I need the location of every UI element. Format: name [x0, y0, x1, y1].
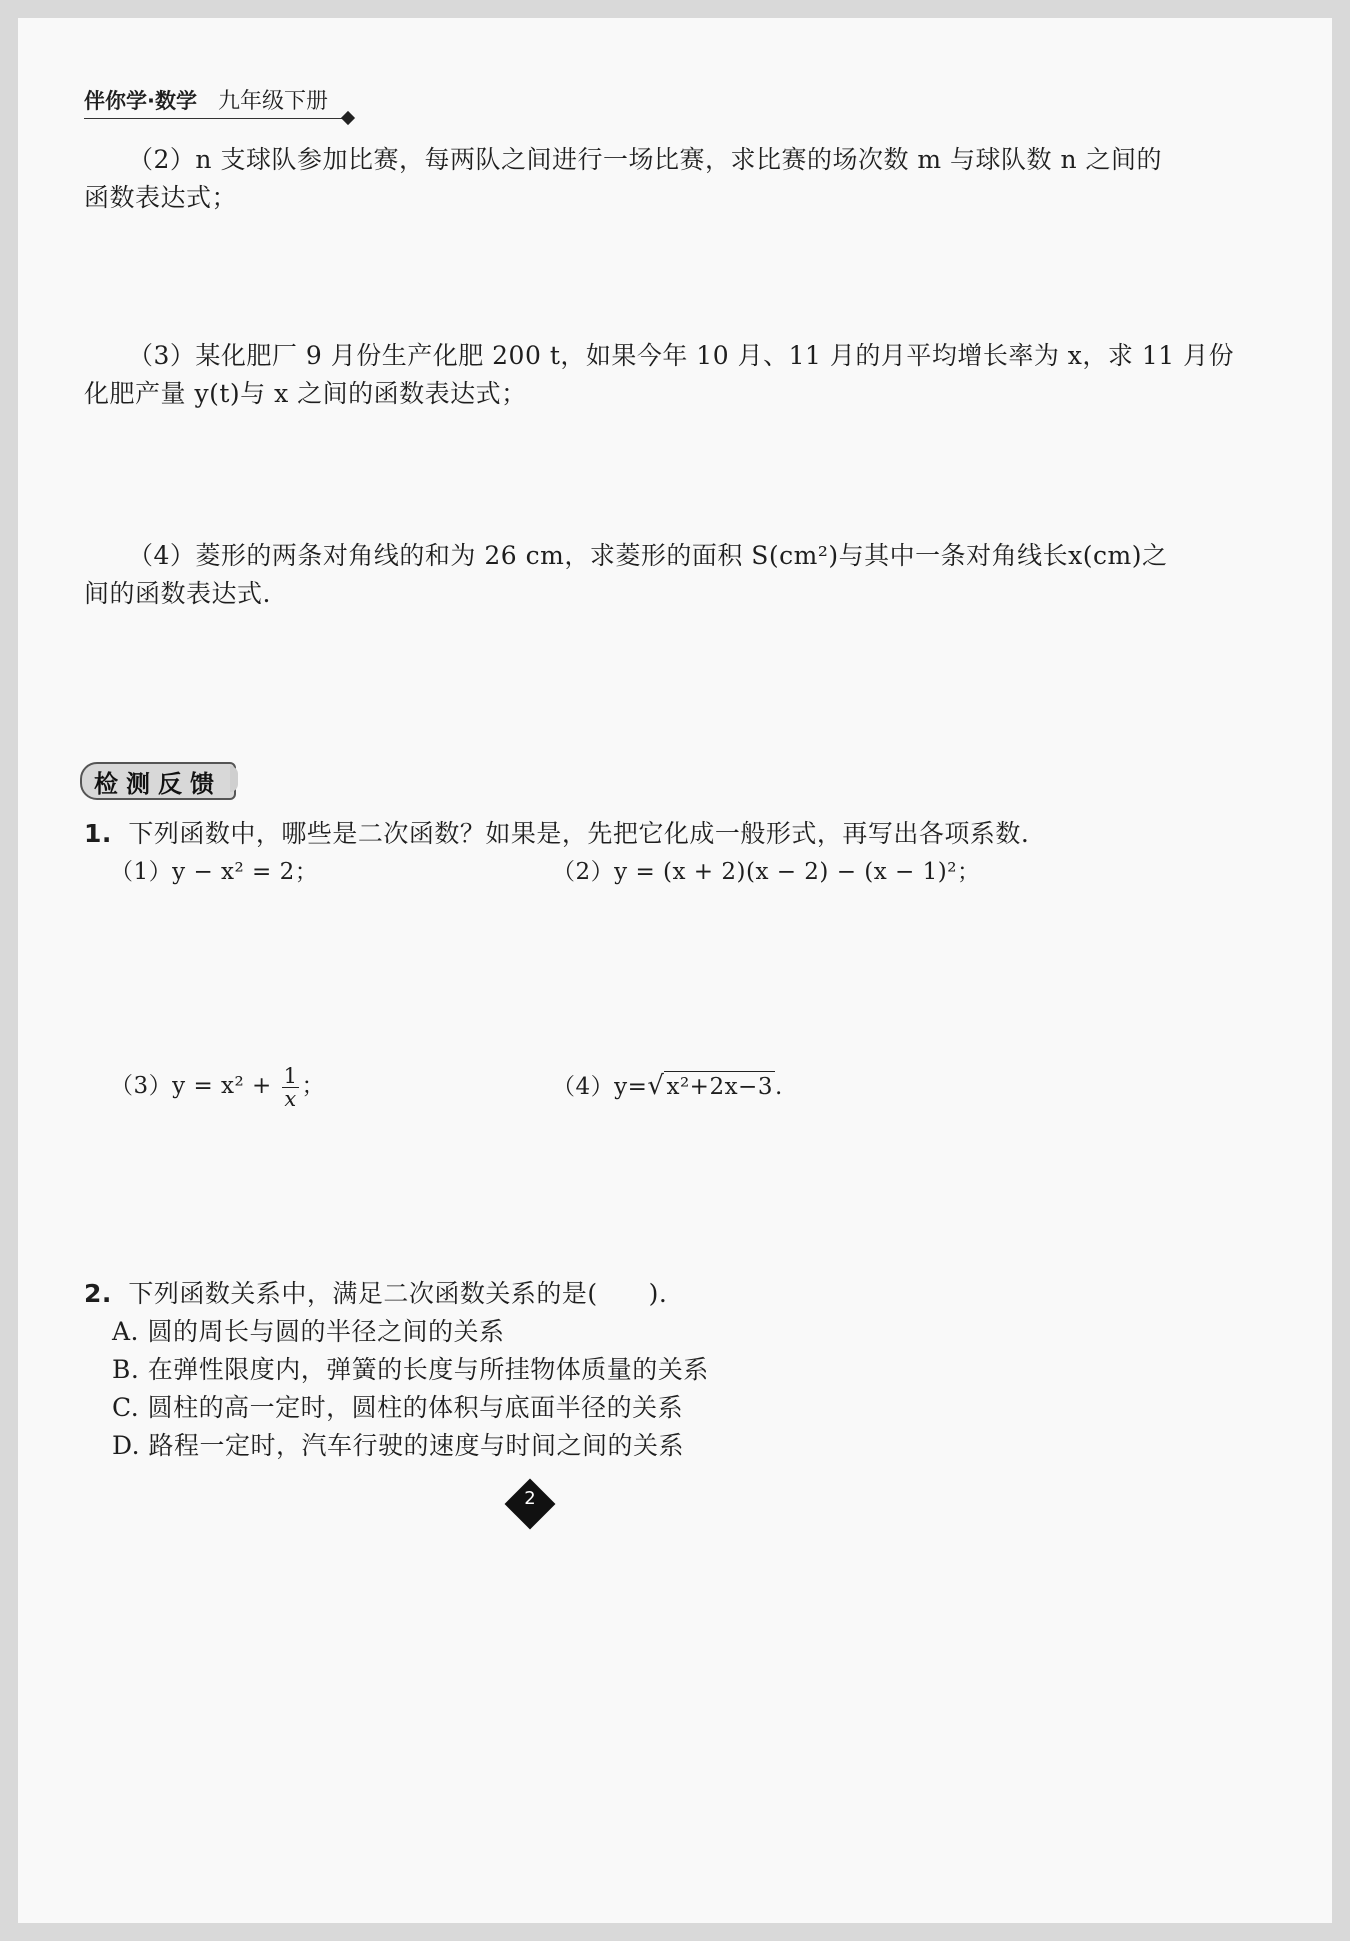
q1-item3 [110, 1058, 325, 1114]
problem-3-line1: （3）某化肥厂 9 月份生产化肥 200 t，如果今年 10 月、11 月的月平均增长率为 x，求 11 月份 [128, 341, 1235, 370]
section-title: 检测反馈 [94, 770, 222, 798]
book-title: 伴你学·数学 [84, 89, 197, 113]
section-pill-tail [230, 766, 238, 792]
problem-4-line1: （4）菱形的两条对角线的和为 26 cm，求菱形的面积 S(cm²)与其中一条对角线长x(cm)之 [128, 541, 1168, 570]
q1-item3-suffix: ； [301, 1073, 325, 1099]
q2-option-a: A. 圆的周长与圆的半径之间的关系 [112, 1317, 505, 1346]
question-2-number: 2. [84, 1279, 112, 1308]
problem-4-line2: 间的函数表达式. [84, 579, 271, 608]
sqrt-icon: √ [647, 1071, 665, 1101]
q1-item3-prefix: （3）y = x² + [110, 1073, 280, 1099]
q1-item4-radicand: x²+2x−3 [664, 1071, 774, 1102]
q1-item2: （2）y = (x + 2)(x − 2) − (x − 1)²； [552, 859, 981, 885]
problem-3-line2: 化肥产量 y(t)与 x 之间的函数表达式； [84, 379, 527, 408]
page-number: 2 [524, 1488, 536, 1509]
grade-label: 九年级下册 [217, 89, 328, 114]
problem-2-line2: 函数表达式； [84, 183, 238, 212]
q2-option-d: D. 路程一定时，汽车行驶的速度与时间之间的关系 [112, 1431, 685, 1460]
book-header [84, 84, 328, 115]
question-2-stem: 下列函数关系中，满足二次函数关系的是( ). [128, 1279, 668, 1308]
q2-option-b: B. 在弹性限度内，弹簧的长度与所挂物体质量的关系 [112, 1355, 709, 1384]
q1-item4 [552, 1064, 783, 1109]
q1-item1: （1）y − x² = 2； [110, 859, 319, 885]
fraction-denominator: x [284, 1086, 297, 1111]
page [18, 18, 1332, 1923]
question-1-stem: 下列函数中，哪些是二次函数？如果是，先把它化成一般形式，再写出各项系数. [128, 819, 1030, 848]
problem-2-line1: （2）n 支球队参加比赛，每两队之间进行一场比赛，求比赛的场次数 m 与球队数 n 之间的 [128, 145, 1163, 174]
header-rule [84, 118, 346, 119]
q1-item4-prefix: （4）y= [552, 1074, 648, 1100]
q1-item3-fraction [282, 1065, 300, 1110]
fraction-numerator: 1 [283, 1063, 298, 1088]
q1-item4-suffix: . [774, 1074, 783, 1100]
question-1-number: 1. [84, 819, 112, 848]
section-header [80, 762, 242, 798]
q2-option-c: C. 圆柱的高一定时，圆柱的体积与底面半径的关系 [112, 1393, 684, 1422]
